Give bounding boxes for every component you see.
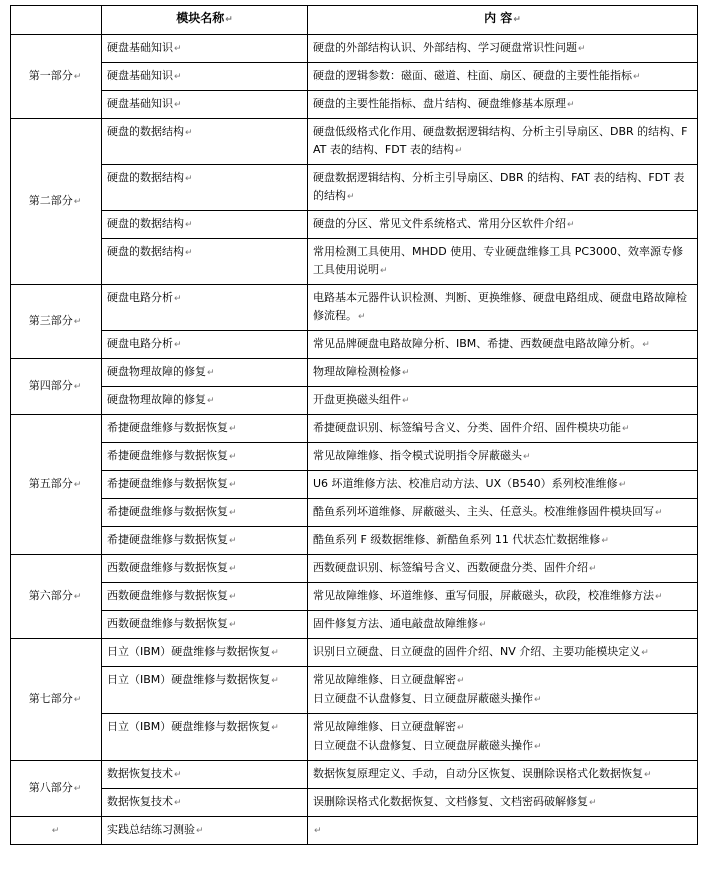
module-name: 西数硬盘维修与数据恢复 bbox=[107, 617, 228, 630]
module-name: 日立（IBM）硬盘维修与数据恢复 bbox=[107, 645, 271, 658]
paragraph-mark: ↵ bbox=[454, 146, 463, 156]
paragraph-mark: ↵ bbox=[358, 312, 366, 322]
content-line bbox=[313, 821, 693, 840]
part-cell bbox=[11, 35, 102, 119]
content-cell bbox=[308, 499, 698, 527]
table-row bbox=[11, 91, 698, 119]
module-name: 硬盘电路分析 bbox=[107, 291, 173, 304]
paragraph-mark: ↵ bbox=[578, 44, 586, 54]
header-part-cell bbox=[11, 6, 102, 35]
header-module-label: 模块名称 bbox=[176, 11, 225, 25]
content-text: 酷鱼系列 F 级数据维修、新酷鱼系列 11 代状态忙数据维修 bbox=[313, 533, 601, 546]
content-cell bbox=[308, 583, 698, 611]
part-cell bbox=[11, 817, 102, 845]
part-cell bbox=[11, 639, 102, 761]
table-row bbox=[11, 165, 698, 211]
paragraph-mark: ↵ bbox=[174, 72, 182, 82]
table-body bbox=[11, 35, 698, 845]
paragraph-mark: ↵ bbox=[174, 798, 182, 808]
paragraph-mark: ↵ bbox=[402, 396, 410, 406]
part-name: 第一部分 bbox=[28, 69, 73, 82]
paragraph-mark: ↵ bbox=[601, 536, 609, 546]
table-row bbox=[11, 499, 698, 527]
paragraph-mark: ↵ bbox=[513, 15, 521, 25]
paragraph-mark: ↵ bbox=[185, 174, 193, 184]
content-line bbox=[313, 615, 693, 634]
paragraph-mark: ↵ bbox=[271, 723, 279, 733]
module-cell bbox=[102, 239, 308, 285]
part-name: 第四部分 bbox=[28, 379, 73, 392]
module-cell bbox=[102, 211, 308, 239]
paragraph-mark: ↵ bbox=[174, 294, 182, 304]
content-text: 日立硬盘不认盘修复、日立硬盘屏蔽磁头操作 bbox=[313, 739, 533, 752]
paragraph-mark: ↵ bbox=[641, 648, 649, 658]
content-text: 物理故障检测检修 bbox=[313, 365, 401, 378]
module-name: 硬盘基础知识 bbox=[107, 69, 173, 82]
paragraph-mark: ↵ bbox=[534, 742, 542, 752]
content-text: 常见故障维修、指令模式说明指令屏蔽磁头 bbox=[313, 449, 522, 462]
paragraph-mark: ↵ bbox=[73, 480, 82, 490]
content-text: 日立硬盘不认盘修复、日立硬盘屏蔽磁头操作 bbox=[313, 692, 533, 705]
paragraph-mark: ↵ bbox=[229, 536, 237, 546]
module-cell bbox=[102, 119, 308, 165]
table-row bbox=[11, 211, 698, 239]
paragraph-mark: ↵ bbox=[655, 508, 663, 518]
content-text: 硬盘的分区、常见文件系统格式、常用分区软件介绍 bbox=[313, 217, 566, 230]
paragraph-mark: ↵ bbox=[380, 266, 388, 276]
paragraph-mark: ↵ bbox=[185, 128, 193, 138]
module-name: 硬盘的数据结构 bbox=[107, 171, 184, 184]
part-cell bbox=[11, 761, 102, 817]
paragraph-mark: ↵ bbox=[618, 480, 627, 490]
paragraph-mark: ↵ bbox=[229, 480, 237, 490]
header-module-cell bbox=[102, 6, 308, 35]
table-row bbox=[11, 761, 698, 789]
paragraph-mark: ↵ bbox=[229, 424, 237, 434]
module-cell bbox=[102, 415, 308, 443]
module-name: 希捷硬盘维修与数据恢复 bbox=[107, 505, 228, 518]
content-cell bbox=[308, 714, 698, 761]
curriculum-table bbox=[10, 5, 698, 845]
paragraph-mark: ↵ bbox=[534, 695, 542, 705]
content-line bbox=[313, 475, 693, 494]
content-line bbox=[313, 95, 693, 114]
content-cell bbox=[308, 91, 698, 119]
paragraph-mark: ↵ bbox=[174, 100, 182, 110]
module-name: 数据恢复技术 bbox=[107, 767, 173, 780]
content-cell bbox=[308, 359, 698, 387]
content-line bbox=[313, 587, 693, 606]
module-cell bbox=[102, 667, 308, 714]
content-text: 常见品牌硬盘电路故障分析、IBM、希捷、西数硬盘电路故障分析。 bbox=[313, 337, 642, 350]
module-cell bbox=[102, 35, 308, 63]
content-text: 硬盘的逻辑参数：磁面、磁道、柱面、扇区、硬盘的主要性能指标 bbox=[313, 69, 632, 82]
module-cell bbox=[102, 359, 308, 387]
table-row bbox=[11, 611, 698, 639]
content-line bbox=[313, 559, 693, 578]
table-row bbox=[11, 387, 698, 415]
module-name: 希捷硬盘维修与数据恢复 bbox=[107, 477, 228, 490]
module-cell bbox=[102, 499, 308, 527]
module-name: 希捷硬盘维修与数据恢复 bbox=[107, 421, 228, 434]
table-row bbox=[11, 443, 698, 471]
content-text: 硬盘的主要性能指标、盘片结构、硬盘维修基本原理 bbox=[313, 97, 566, 110]
part-name: 第八部分 bbox=[28, 781, 73, 794]
content-cell bbox=[308, 817, 698, 845]
paragraph-mark: ↵ bbox=[73, 317, 82, 327]
paragraph-mark: ↵ bbox=[196, 826, 204, 836]
paragraph-mark: ↵ bbox=[644, 770, 652, 780]
content-text: 西数硬盘识别、标签编号含义、西数硬盘分类、固件介绍 bbox=[313, 561, 588, 574]
table-row bbox=[11, 415, 698, 443]
content-cell bbox=[308, 443, 698, 471]
content-text: 电路基本元器件认识检测、判断、更换维修、硬盘电路组成、硬盘电路故障检修流程。 bbox=[313, 291, 687, 322]
table-row bbox=[11, 63, 698, 91]
paragraph-mark: ↵ bbox=[229, 508, 237, 518]
module-name: 希捷硬盘维修与数据恢复 bbox=[107, 533, 228, 546]
paragraph-mark: ↵ bbox=[73, 592, 82, 602]
module-cell bbox=[102, 387, 308, 415]
part-cell bbox=[11, 119, 102, 285]
table-row bbox=[11, 471, 698, 499]
module-name: 西数硬盘维修与数据恢复 bbox=[107, 561, 228, 574]
table-row bbox=[11, 527, 698, 555]
module-name: 硬盘基础知识 bbox=[107, 97, 173, 110]
content-cell bbox=[308, 555, 698, 583]
table-row bbox=[11, 359, 698, 387]
content-line bbox=[313, 243, 693, 280]
content-text: 固件修复方法、通电敲盘故障维修 bbox=[313, 617, 478, 630]
content-text: 常见故障维修、坏道维修、重写伺服，屏蔽磁头，砍段，校准维修方法 bbox=[313, 589, 654, 602]
module-cell bbox=[102, 583, 308, 611]
module-cell bbox=[102, 165, 308, 211]
paragraph-mark: ↵ bbox=[655, 592, 663, 602]
paragraph-mark: ↵ bbox=[229, 592, 237, 602]
paragraph-mark: ↵ bbox=[229, 564, 237, 574]
content-line bbox=[313, 793, 693, 812]
module-name: 西数硬盘维修与数据恢复 bbox=[107, 589, 228, 602]
table-header-row bbox=[11, 6, 698, 35]
module-cell bbox=[102, 91, 308, 119]
module-cell bbox=[102, 639, 308, 667]
module-name: 希捷硬盘维修与数据恢复 bbox=[107, 449, 228, 462]
content-text: 常见故障维修、日立硬盘解密 bbox=[313, 720, 456, 733]
content-line bbox=[313, 447, 693, 466]
module-cell bbox=[102, 527, 308, 555]
content-text: 酷鱼系列坏道维修、屏蔽磁头、主头、任意头。校准维修固件模块回写 bbox=[313, 505, 654, 518]
module-name: 硬盘的数据结构 bbox=[107, 125, 184, 138]
paragraph-mark: ↵ bbox=[185, 220, 193, 230]
paragraph-mark: ↵ bbox=[457, 676, 465, 686]
part-cell bbox=[11, 285, 102, 359]
module-cell bbox=[102, 761, 308, 789]
content-line bbox=[313, 531, 693, 550]
paragraph-mark: ↵ bbox=[174, 340, 182, 350]
part-cell bbox=[11, 415, 102, 555]
paragraph-mark: ↵ bbox=[73, 72, 82, 82]
module-cell bbox=[102, 611, 308, 639]
content-text: 希捷硬盘识别、标签编号含义、分类、固件介绍、固件模块功能 bbox=[313, 421, 621, 434]
paragraph-mark: ↵ bbox=[174, 44, 182, 54]
paragraph-mark: ↵ bbox=[51, 826, 60, 836]
paragraph-mark: ↵ bbox=[174, 770, 182, 780]
content-line bbox=[313, 419, 693, 438]
table-row bbox=[11, 119, 698, 165]
part-name: 第六部分 bbox=[28, 589, 73, 602]
curriculum-table-container bbox=[10, 5, 697, 845]
content-cell bbox=[308, 639, 698, 667]
content-line bbox=[313, 765, 693, 784]
table-row bbox=[11, 667, 698, 714]
module-cell bbox=[102, 443, 308, 471]
content-cell bbox=[308, 761, 698, 789]
part-cell bbox=[11, 555, 102, 639]
content-cell bbox=[308, 611, 698, 639]
content-cell bbox=[308, 211, 698, 239]
module-name: 日立（IBM）硬盘维修与数据恢复 bbox=[107, 720, 271, 733]
content-line bbox=[313, 289, 693, 326]
table-row bbox=[11, 583, 698, 611]
table-row bbox=[11, 331, 698, 359]
table-row bbox=[11, 35, 698, 63]
part-cell bbox=[11, 359, 102, 415]
module-cell bbox=[102, 471, 308, 499]
paragraph-mark: ↵ bbox=[622, 424, 630, 434]
content-line bbox=[313, 215, 693, 234]
paragraph-mark: ↵ bbox=[479, 620, 487, 630]
content-line bbox=[313, 123, 693, 160]
paragraph-mark: ↵ bbox=[185, 248, 193, 258]
content-line bbox=[313, 503, 693, 522]
module-name: 数据恢复技术 bbox=[107, 795, 173, 808]
module-name: 硬盘的数据结构 bbox=[107, 217, 184, 230]
content-text: U6 坏道维修方法、校准启动方法、UX（B540）系列校准维修 bbox=[313, 477, 618, 490]
content-cell bbox=[308, 63, 698, 91]
content-line bbox=[313, 363, 693, 382]
table-row bbox=[11, 239, 698, 285]
content-cell bbox=[308, 387, 698, 415]
module-cell bbox=[102, 331, 308, 359]
paragraph-mark: ↵ bbox=[347, 192, 355, 202]
header-content-cell bbox=[308, 6, 698, 35]
paragraph-mark: ↵ bbox=[589, 564, 597, 574]
paragraph-mark: ↵ bbox=[229, 620, 237, 630]
paragraph-mark: ↵ bbox=[589, 798, 597, 808]
table-row bbox=[11, 817, 698, 845]
content-text: 常见故障维修、日立硬盘解密 bbox=[313, 673, 456, 686]
module-name: 硬盘基础知识 bbox=[107, 41, 173, 54]
paragraph-mark: ↵ bbox=[271, 648, 279, 658]
content-line bbox=[313, 690, 693, 709]
content-cell bbox=[308, 667, 698, 714]
table-row bbox=[11, 789, 698, 817]
paragraph-mark: ↵ bbox=[271, 676, 279, 686]
module-cell bbox=[102, 817, 308, 845]
content-text: 硬盘低级格式化作用、硬盘数据逻辑结构、分析主引导扇区、DBR 的结构、FAT 表的结构、FDT 表的结构 bbox=[313, 125, 688, 156]
paragraph-mark: ↵ bbox=[73, 197, 82, 207]
content-cell bbox=[308, 35, 698, 63]
content-cell bbox=[308, 331, 698, 359]
paragraph-mark: ↵ bbox=[225, 15, 233, 25]
part-name: 第七部分 bbox=[28, 692, 73, 705]
module-name: 实践总结练习测验 bbox=[107, 823, 195, 836]
content-text: 硬盘的外部结构认识、外部结构、学习硬盘常识性问题 bbox=[313, 41, 577, 54]
content-line bbox=[313, 67, 693, 86]
content-text: 误删除误格式化数据恢复、文档修复、文档密码破解修复 bbox=[313, 795, 588, 808]
part-name: 第五部分 bbox=[28, 477, 73, 490]
part-name: 第二部分 bbox=[28, 194, 73, 207]
content-line bbox=[313, 39, 693, 58]
paragraph-mark: ↵ bbox=[207, 396, 215, 406]
table-row bbox=[11, 639, 698, 667]
content-cell bbox=[308, 527, 698, 555]
content-text: 开盘更换磁头组件 bbox=[313, 393, 401, 406]
header-content-label: 内 容 bbox=[484, 11, 513, 25]
paragraph-mark: ↵ bbox=[73, 695, 82, 705]
content-line bbox=[313, 391, 693, 410]
module-name: 硬盘的数据结构 bbox=[107, 245, 184, 258]
paragraph-mark: ↵ bbox=[73, 784, 82, 794]
paragraph-mark: ↵ bbox=[73, 382, 82, 392]
table-row bbox=[11, 555, 698, 583]
module-cell bbox=[102, 789, 308, 817]
content-text: 硬盘数据逻辑结构、分析主引导扇区、DBR 的结构、FAT 表的结构、FDT 表的结构 bbox=[313, 171, 685, 202]
module-name: 硬盘电路分析 bbox=[107, 337, 173, 350]
content-cell bbox=[308, 285, 698, 331]
module-cell bbox=[102, 555, 308, 583]
paragraph-mark: ↵ bbox=[642, 340, 650, 350]
content-cell bbox=[308, 471, 698, 499]
content-line bbox=[313, 643, 693, 662]
content-cell bbox=[308, 119, 698, 165]
paragraph-mark: ↵ bbox=[314, 826, 322, 836]
content-line bbox=[313, 169, 693, 206]
module-cell bbox=[102, 714, 308, 761]
content-text: 常用检测工具使用、MHDD 使用、专业硬盘维修工具 PC3000、效率源专修工具使用说明 bbox=[313, 245, 684, 276]
module-name: 硬盘物理故障的修复 bbox=[107, 365, 206, 378]
content-line bbox=[313, 718, 693, 737]
paragraph-mark: ↵ bbox=[633, 72, 641, 82]
table-row bbox=[11, 285, 698, 331]
content-line bbox=[313, 335, 693, 354]
module-cell bbox=[102, 63, 308, 91]
content-text: 数据恢复原理定义、手动，自动分区恢复、误删除误格式化数据恢复 bbox=[313, 767, 643, 780]
paragraph-mark: ↵ bbox=[523, 452, 531, 462]
content-line bbox=[313, 671, 693, 690]
paragraph-mark: ↵ bbox=[567, 220, 575, 230]
content-line bbox=[313, 737, 693, 756]
content-cell bbox=[308, 165, 698, 211]
table-row bbox=[11, 714, 698, 761]
content-cell bbox=[308, 789, 698, 817]
paragraph-mark: ↵ bbox=[567, 100, 575, 110]
paragraph-mark: ↵ bbox=[402, 368, 410, 378]
paragraph-mark: ↵ bbox=[457, 723, 465, 733]
module-name: 硬盘物理故障的修复 bbox=[107, 393, 206, 406]
paragraph-mark: ↵ bbox=[207, 368, 215, 378]
part-name: 第三部分 bbox=[28, 314, 73, 327]
content-cell bbox=[308, 239, 698, 285]
content-cell bbox=[308, 415, 698, 443]
paragraph-mark: ↵ bbox=[229, 452, 237, 462]
module-cell bbox=[102, 285, 308, 331]
content-text: 识别日立硬盘、日立硬盘的固件介绍、NV 介绍、主要功能模块定义 bbox=[313, 645, 641, 658]
module-name: 日立（IBM）硬盘维修与数据恢复 bbox=[107, 673, 271, 686]
